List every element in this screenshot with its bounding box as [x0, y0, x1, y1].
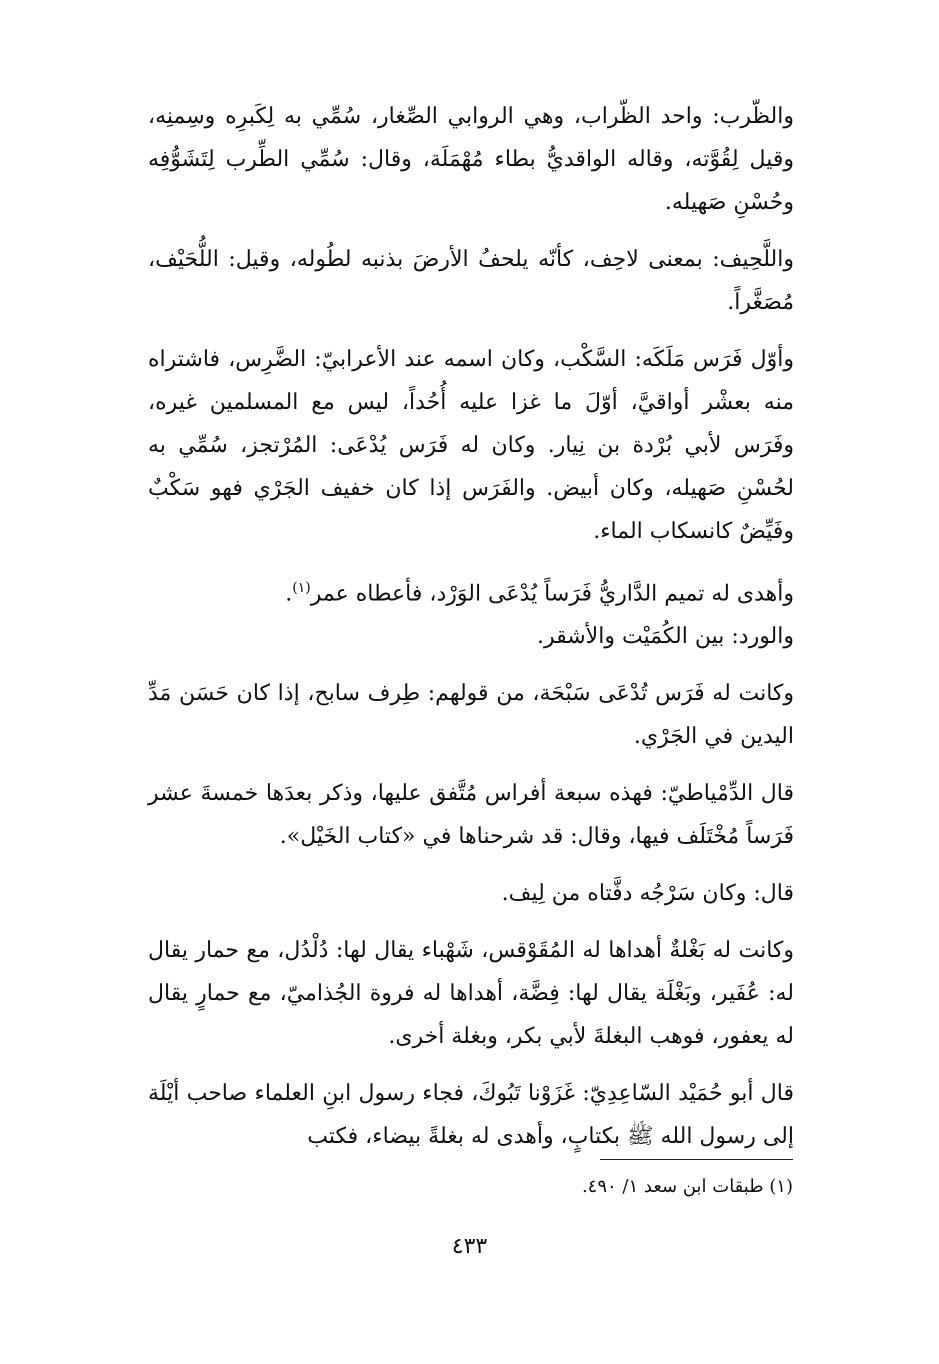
paragraph-al-sakb: وأوّل فَرَس مَلَكَه: السَّكْب، وكان اسمه عند الأعرابيّ: الضَّرِس، فاشتراه منه بعشْر أواقيَّ، أوّلَ ما غزا عليه أُحُداً، ليس مع المسلمين غيره، وفَرَس لأبي بُرْدة بن نِيار. وكان له فَرَس يُدْعَى: المُرْتجز، سُمِّي به لحُسْنِ صَهيله، وكان أبيض. والفَرَس إذا كان خفيف الجَرْي فهو سَكْبٌ وفَيِّضٌ كانسكاب الماء.	[148, 347, 794, 544]
paragraph-al-lahif: واللَّحِيف: بمعنى لاحِف، كأنّه يلحفُ الأرضَ بذنبه لطُوله، وقيل: اللُّحَيْف، مُصَغَّراً.	[148, 247, 794, 315]
paragraph-mule: وكانت له بَغْلةٌ أهداها له المُقَوْقس، شَهْباء يقال لها: دُلْدُل، مع حمار يقال له: عُفَير، وبَغْلَة يقال لها: فِضَّة، أهداها له فروة الجُذاميّ، مع حمارٍ يقال له يعفور، فوهب البغلةَ لأبي بكر، وبغلة أخرى.	[148, 938, 794, 1050]
paragraph-dimyati: قال الدِّمْياطيّ: فهذه سبعة أفراس مُتَّفق عليها، وذكر بعدَها خمسةَ عشر فَرَساً مُخْتَلَف فيها، وقال: قد شرحناها في «كتاب الخَيْل».	[148, 781, 794, 850]
paragraph-abu-humayd: قال أبو حُمَيْد السّاعِدِيّ: غَزَوْنا تَبُوكَ، فجاء رسول ابنِ العلماء صاحب أيْلَة إلى رسول الله ﷺ بكتابٍ، وأهدى له بغلةً بيضاء، فكتب	[148, 1081, 794, 1150]
paragraph-al-ward-text: وأهدى له تميم الدَّاريُّ فَرَساً يُدْعَى الوَرْد، فأعطاه عمر	[310, 581, 794, 607]
page-number: ٤٣٣	[451, 1234, 488, 1259]
paragraph-saddle: قال: وكان سَرْجُه دفَّتاه من لِيف.	[501, 881, 794, 907]
footnote-reference-tail: .	[285, 581, 293, 607]
paragraph-al-ward	[148, 567, 794, 615]
paragraph-ward-color: والورد: بين الكُمَيْت والأشقر.	[536, 624, 794, 650]
main-text	[148, 95, 794, 1158]
paragraph-sabha: وكانت له فَرَس تُدْعَى سَبْحَة، من قولهم: طِرف سابح، إذا كان حَسَن مَدِّ اليدين في الجَرْي.	[148, 681, 794, 750]
footnote-reference[interactable]: (١)	[292, 580, 311, 596]
footnote-text: (١) طبقات ابن سعد ١/ ٤٩٠.	[581, 1176, 793, 1197]
footnote-divider	[600, 1159, 793, 1160]
paragraph-al-zarib: والظّرب: واحد الظّراب، وهي الروابي الصِّغار، سُمِّي به لِكَبرِه وسِمنِه، وقيل لِقُوَّته، وقاله الواقديُّ بطاء مُهْمَلَة، وقال: سُمِّي الطِّرب لِتَشَوُّفِه وحُسْنِ صَهيله.	[148, 104, 794, 215]
